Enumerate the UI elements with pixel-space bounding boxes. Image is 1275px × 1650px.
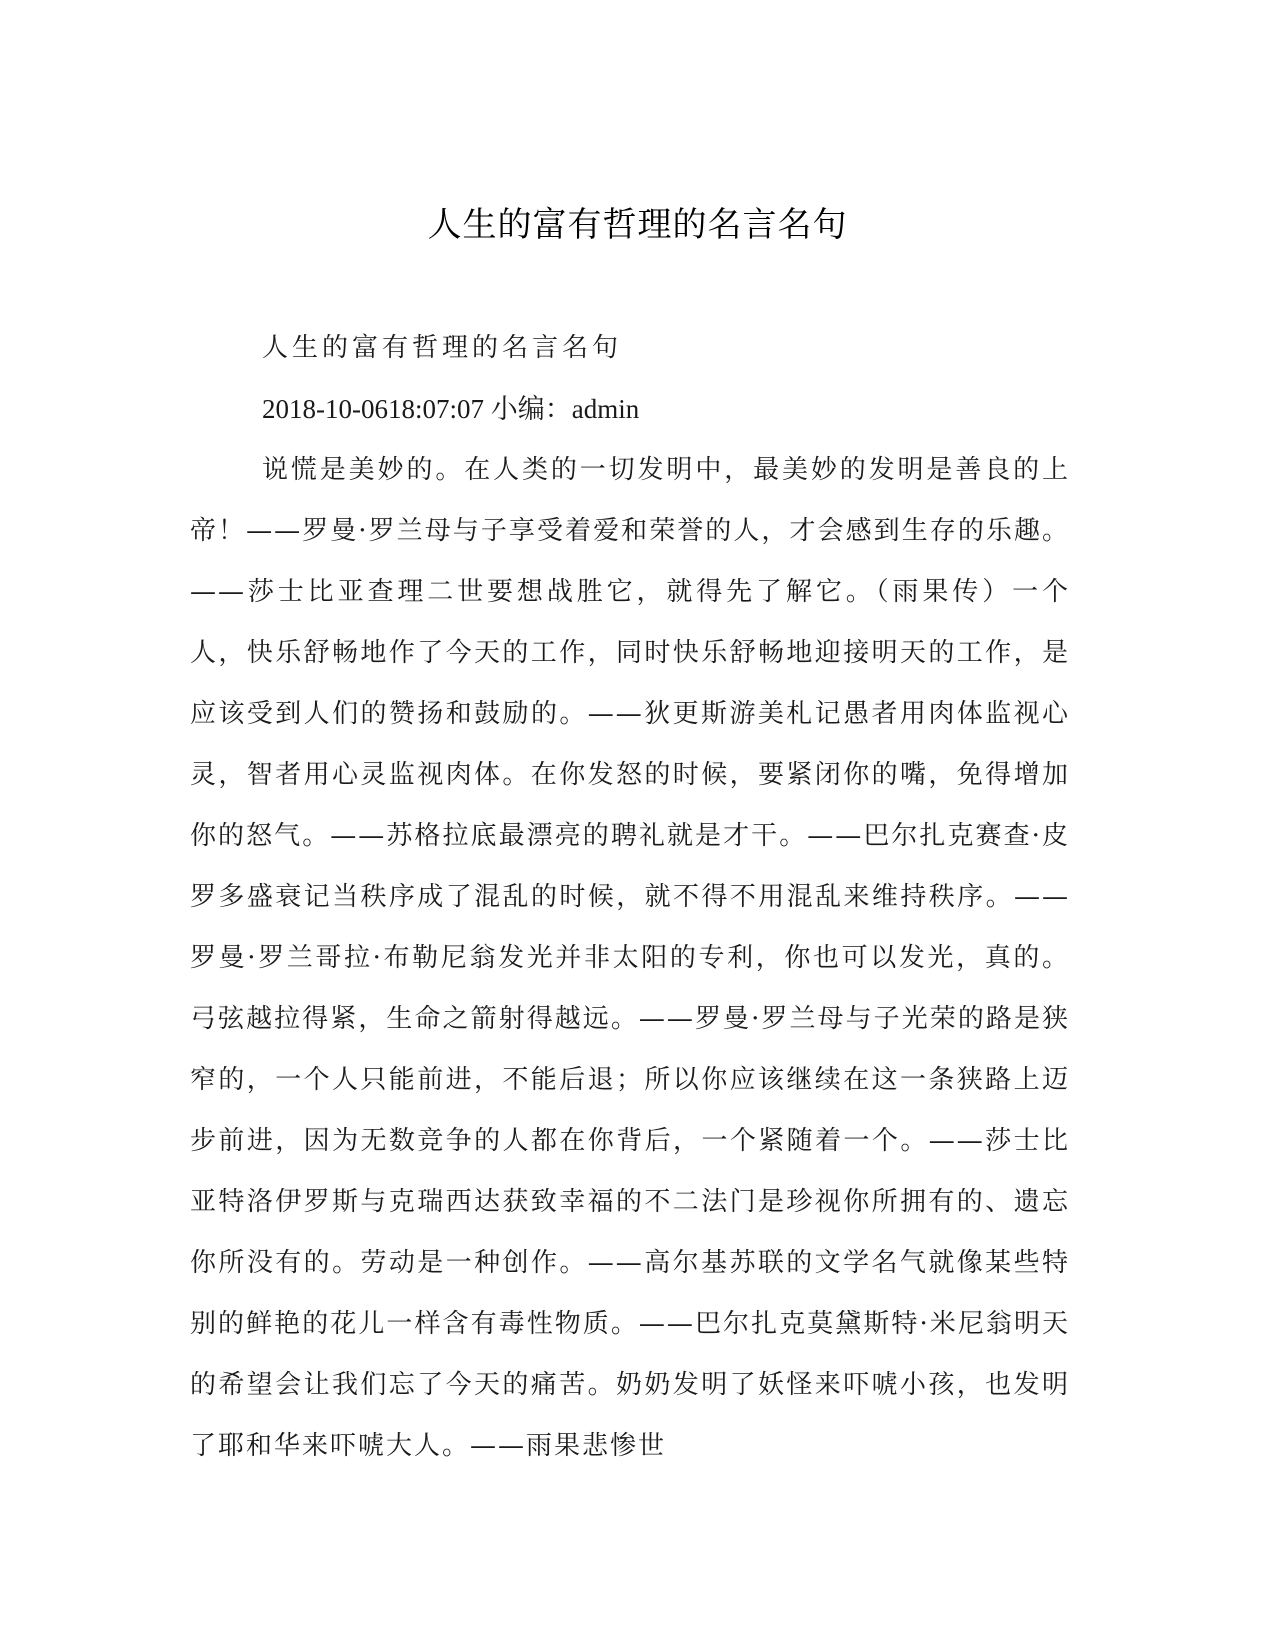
document-paragraph: 说慌是美妙的。在人类的一切发明中，最美妙的发明是善良的上帝！——罗曼·罗兰母与子享受着爱和荣誉的人，才会感到生存的乐趣。——莎士比亚查理二世要想战胜它，就得先了解它。（雨果传）一个人，快乐舒畅地作了今天的工作，同时快乐舒畅地迎接明天的工作，是应该受到人们的赞扬和鼓励的。——狄更斯游美札记愚者用肉体监视心灵，智者用心灵监视肉体。在你发怒的时候，要紧闭你的嘴，免得增加你的怒气。——苏格拉底最漂亮的聘礼就是才干。——巴尔扎克赛查·皮罗多盛衰记当秩序成了混乱的时候，就不得不用混乱来维持秩序。——罗曼·罗兰哥拉·布勒尼翁发光并非太阳的专利，你也可以发光，真的。弓弦越拉得紧，生命之箭射得越远。——罗曼·罗兰母与子光荣的路是狭窄的，一个人只能前进，不能后退；所以你应该继续在这一条狭路上迈步前进，因为无数竞争的人都在你背后，一个紧随着一个。——莎士比亚特洛伊罗斯与克瑞西达获致幸福的不二法门是珍视你所拥有的、遗忘你所没有的。劳动是一种创作。——高尔基苏联的文学名气就像某些特别的鲜艳的花儿一样含有毒性物质。——巴尔扎克莫黛斯特·米尼翁明天的希望会让我们忘了今天的痛苦。奶奶发明了妖怪来吓唬小孩，也发明了耶和华来吓唬大人。——雨果悲惨世 <box>190 455 1070 1461</box>
document-title: 人生的富有哲理的名言名句 <box>427 205 848 245</box>
document-dateline: 2018-10-0618:07:07 小编：admin <box>262 394 640 424</box>
document-body <box>190 318 1070 1477</box>
document-subtitle: 人生的富有哲理的名言名句 <box>262 333 623 363</box>
